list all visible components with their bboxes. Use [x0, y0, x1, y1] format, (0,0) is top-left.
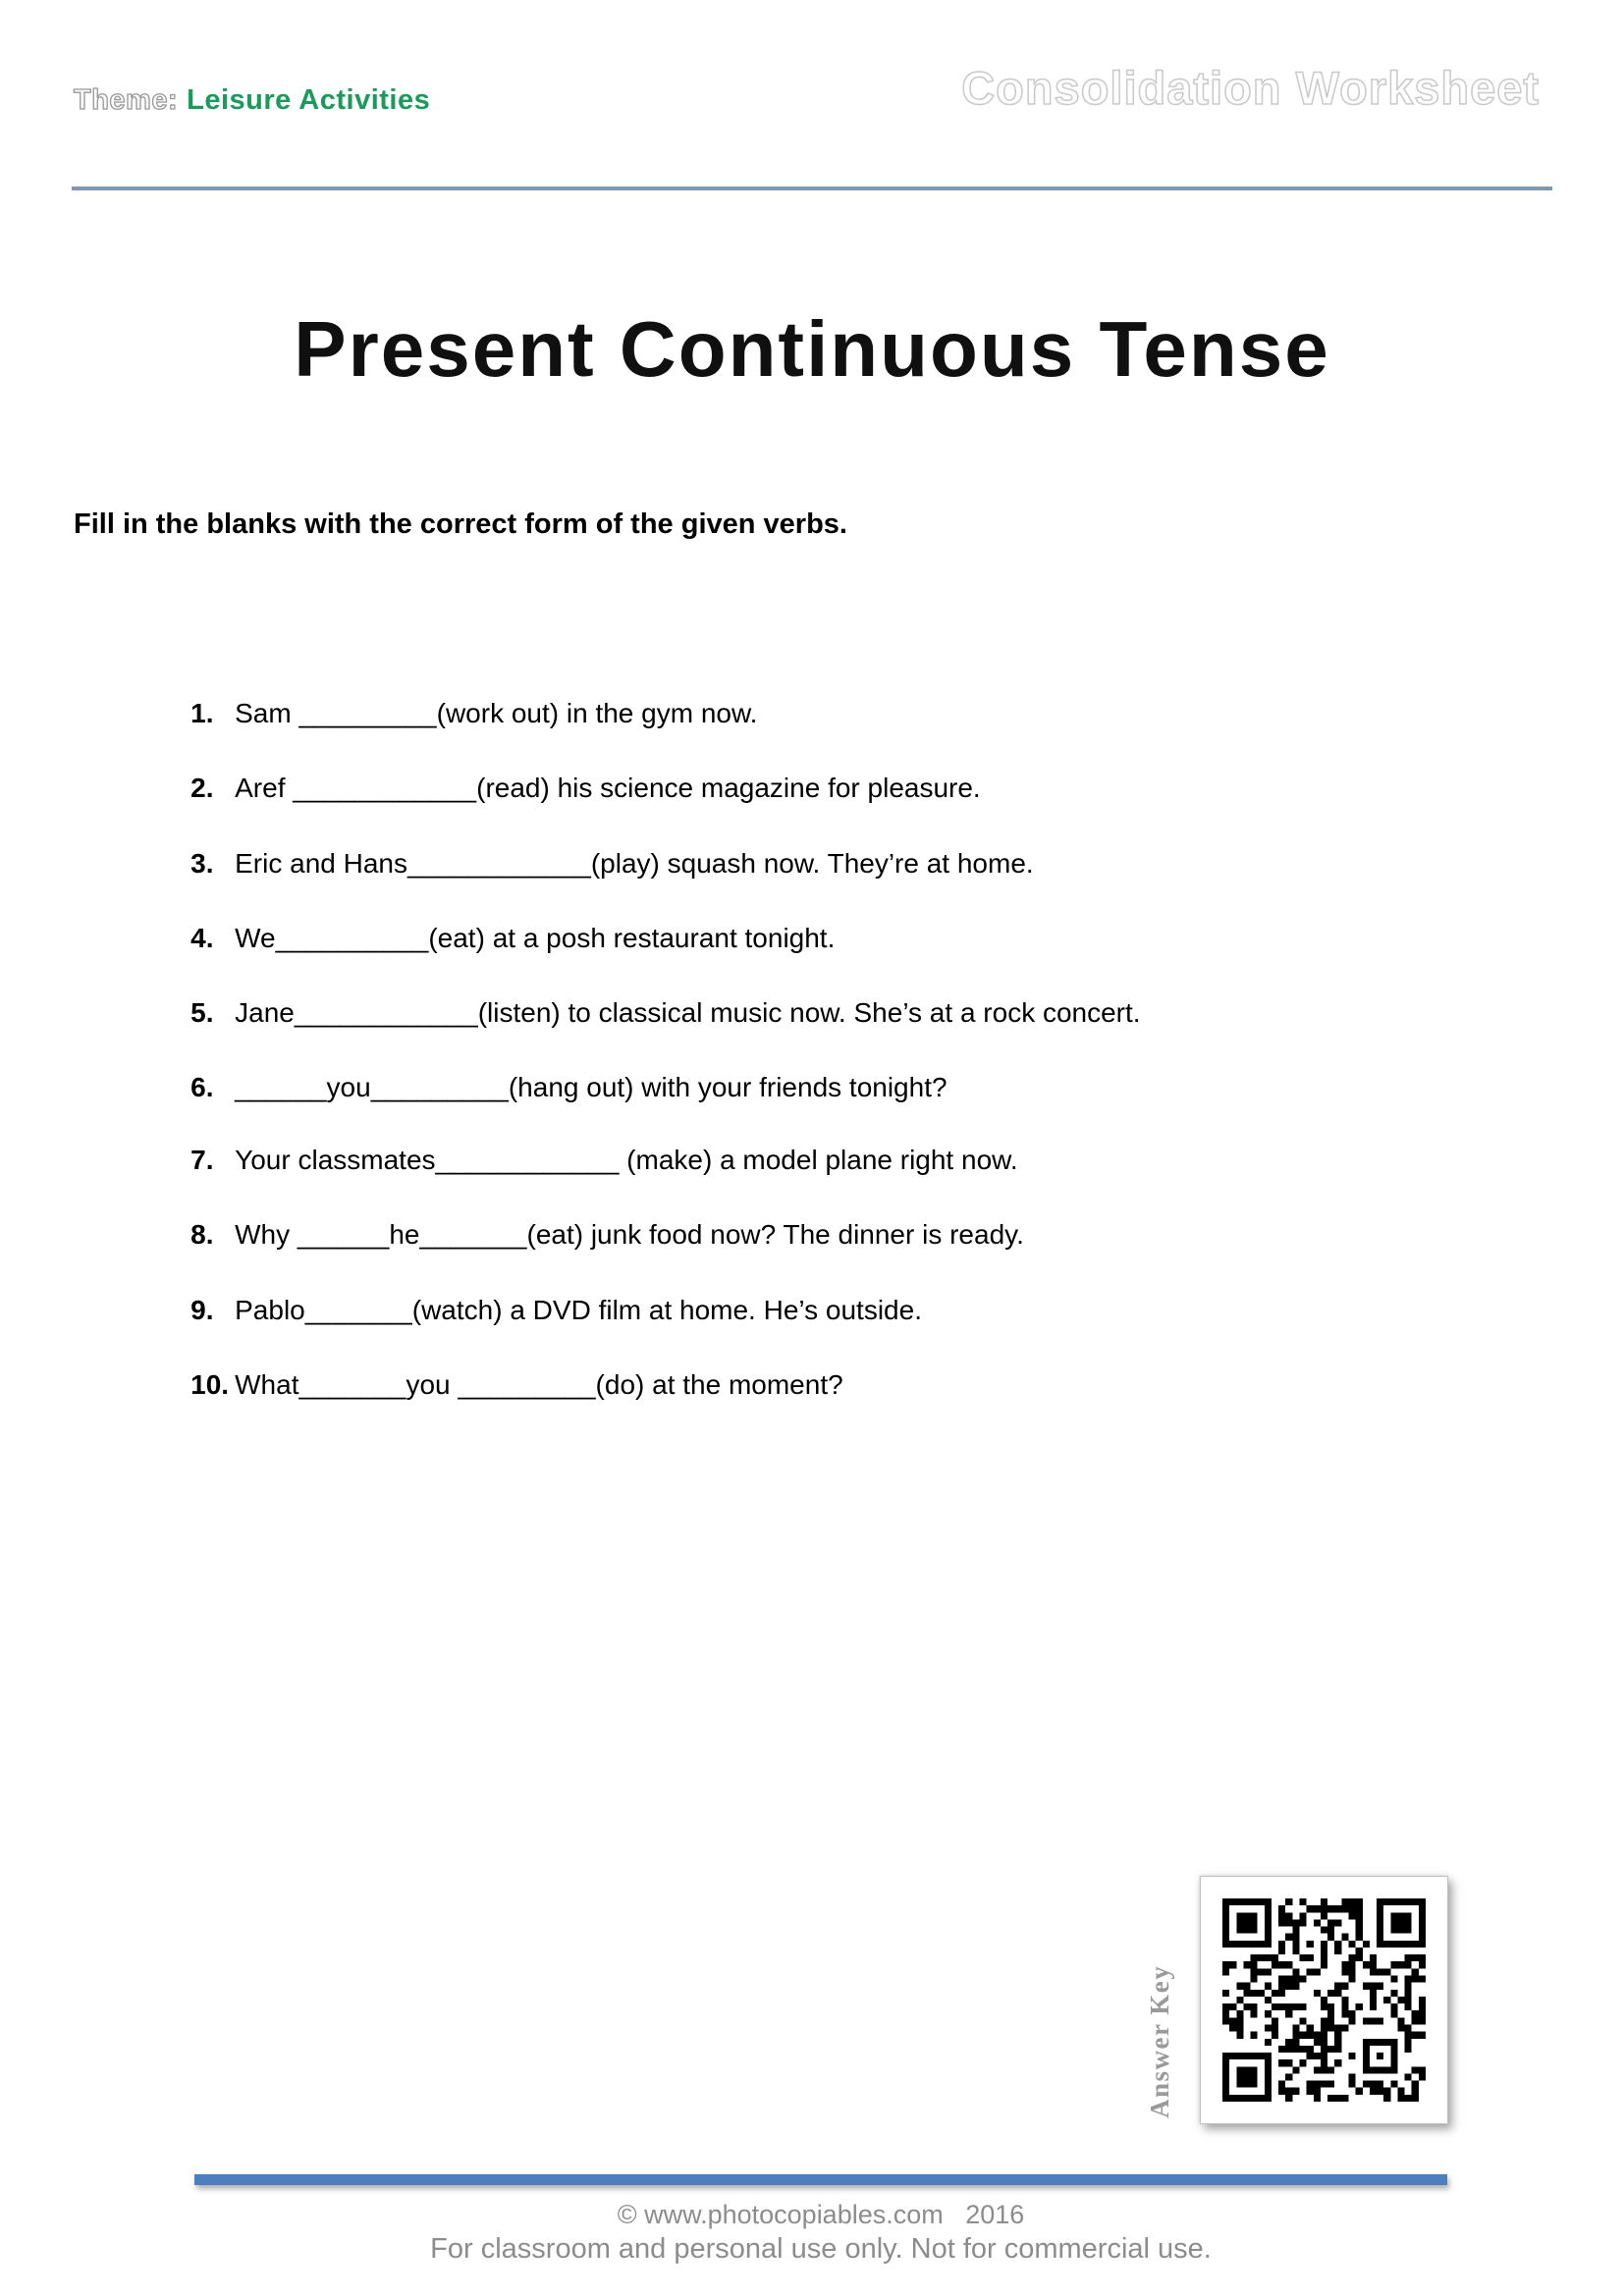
footer-divider [194, 2174, 1447, 2185]
item-text: Why ______he_______(eat) junk food now? The dinner is ready. [235, 1218, 1024, 1250]
item-text: We__________(eat) at a posh restaurant tonight. [235, 922, 836, 953]
item-text: Sam _________(work out) in the gym now. [235, 697, 758, 728]
item-number: 7. [190, 1144, 214, 1175]
item-number: 6. [190, 1071, 214, 1102]
answer-key-label: Answer Key [1145, 1964, 1174, 2118]
item-text: ______you_________(hang out) with your friends tonight? [235, 1071, 947, 1102]
instruction-text: Fill in the blanks with the correct form of the given verbs. [74, 508, 847, 540]
item-number: 9. [190, 1294, 214, 1325]
qr-code-icon [1222, 1898, 1426, 2102]
page-title: Present Continuous Tense [294, 305, 1330, 393]
item-number: 3. [190, 847, 214, 879]
theme-value: Leisure Activities [187, 84, 431, 116]
item-text: Pablo_______(watch) a DVD film at home. He’s outside. [235, 1294, 922, 1325]
item-number: 10. [190, 1368, 230, 1400]
worksheet-type-heading: Consolidation Worksheet [961, 62, 1540, 114]
header-divider [72, 187, 1552, 190]
theme-label: Theme: [74, 84, 179, 116]
item-number: 5. [190, 996, 214, 1028]
exercise-item [160, 1335, 843, 1434]
item-text: Aref ____________(read) his science magazine for pleasure. [235, 772, 981, 803]
item-text: What_______you _________(do) at the moment? [235, 1368, 843, 1400]
answer-key-qr-code [1200, 1876, 1448, 2124]
item-number: 2. [190, 772, 214, 803]
item-text: Eric and Hans____________(play) squash now. They’re at home. [235, 847, 1034, 879]
item-number: 8. [190, 1218, 214, 1250]
usage-line: For classroom and personal use only. Not for commercial use. [430, 2233, 1212, 2265]
item-text: Jane____________(listen) to classical music now. She’s at a rock concert. [235, 996, 1141, 1028]
item-number: 1. [190, 697, 214, 728]
copyright-line: © www.photocopiables.com 2016 [617, 2200, 1025, 2229]
item-number: 4. [190, 922, 214, 953]
theme-heading [74, 84, 430, 117]
item-text: Your classmates____________ (make) a model plane right now. [235, 1144, 1018, 1175]
